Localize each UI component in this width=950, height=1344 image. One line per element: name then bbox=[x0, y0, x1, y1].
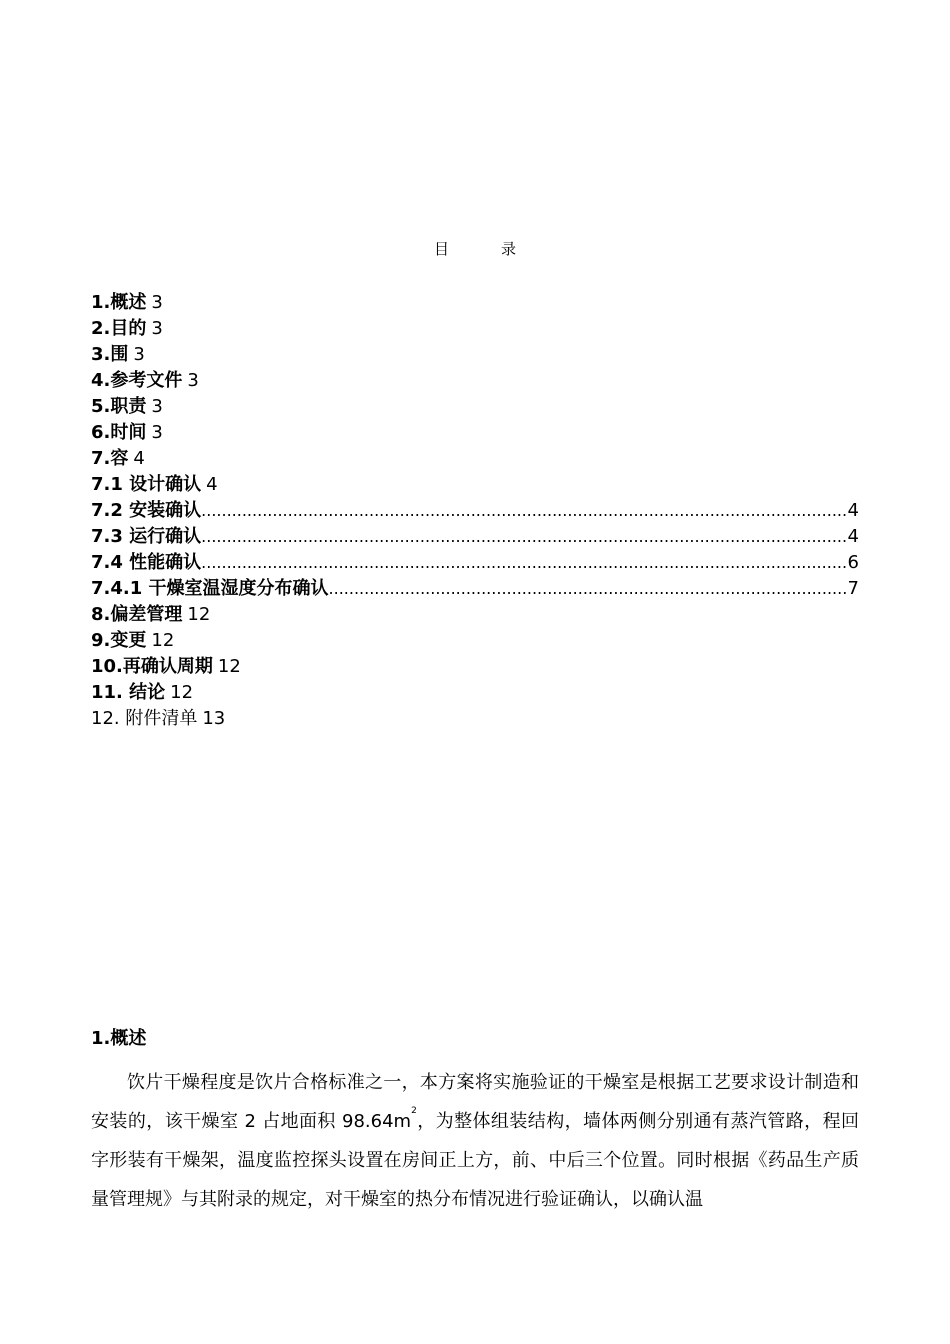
toc-leader-dots bbox=[201, 524, 847, 550]
toc-entry-label: 7.4 性能确认 bbox=[91, 552, 202, 573]
toc-entry[interactable] bbox=[91, 524, 859, 550]
toc-entry[interactable] bbox=[91, 394, 859, 420]
toc-entry[interactable] bbox=[91, 654, 859, 680]
toc-entry-label: 3.围 bbox=[91, 344, 129, 365]
toc-heading bbox=[0, 238, 950, 259]
toc-entry-label: 9.变更 bbox=[91, 630, 147, 651]
paragraph-text-part1: 饮片干燥程度是饮片合格标准之一，本方案将实施验证的干燥室是根据工艺要求设计制造和安装的，该干燥室 2 占地面积 98.64m bbox=[91, 1072, 859, 1132]
toc-entry[interactable] bbox=[91, 576, 859, 602]
toc-entry-page: 12 bbox=[187, 604, 211, 625]
toc-entry[interactable] bbox=[91, 628, 859, 654]
toc-entry-label: 7.1 设计确认 bbox=[91, 474, 202, 495]
toc-entry-label: 7.4.1 干燥室温湿度分布确认 bbox=[91, 578, 329, 599]
toc-entry-page: 6 bbox=[847, 552, 859, 573]
table-of-contents bbox=[91, 290, 859, 732]
toc-entry[interactable] bbox=[91, 420, 859, 446]
section-overview bbox=[91, 1026, 859, 1219]
paragraph-text-part2: ，为整体组装结构，墙体两侧分别通有蒸汽管路，程回字形装有干燥架，温度监控探头设置在房间正上方，前、中后三个位置。同时根据《药品生产质量管理规》与其附录的规定，对干燥室的热分布情况进行验证确认，以确认温 bbox=[91, 1111, 859, 1210]
toc-entry-label: 12. 附件清单 bbox=[91, 708, 198, 729]
toc-entry-page: 3 bbox=[151, 292, 163, 313]
toc-entry-page: 4 bbox=[133, 448, 145, 469]
toc-entry-label: 6.时间 bbox=[91, 422, 147, 443]
toc-heading-right: 录 bbox=[501, 240, 517, 258]
superscript: 2 bbox=[411, 1106, 417, 1116]
toc-entry-page: 4 bbox=[847, 526, 859, 547]
toc-entry[interactable] bbox=[91, 446, 859, 472]
toc-entry[interactable] bbox=[91, 472, 859, 498]
toc-entry-label: 5.职责 bbox=[91, 396, 147, 417]
toc-leader-dots bbox=[329, 576, 848, 602]
toc-entry-label: 7.容 bbox=[91, 448, 129, 469]
toc-entry[interactable] bbox=[91, 550, 859, 576]
toc-entry-page: 3 bbox=[187, 370, 199, 391]
toc-entry-page: 12 bbox=[170, 682, 194, 703]
toc-entry-page: 7 bbox=[847, 578, 859, 599]
toc-entry[interactable] bbox=[91, 706, 859, 732]
toc-entry-page: 3 bbox=[133, 344, 145, 365]
toc-entry-page: 13 bbox=[202, 708, 226, 729]
toc-entry[interactable] bbox=[91, 680, 859, 706]
toc-entry-label: 4.参考文件 bbox=[91, 370, 183, 391]
toc-entry-page: 3 bbox=[151, 422, 163, 443]
toc-entry-label: 10.再确认周期 bbox=[91, 656, 213, 677]
toc-entry[interactable] bbox=[91, 316, 859, 342]
toc-entry-label: 2.目的 bbox=[91, 318, 147, 339]
toc-entry-label: 11. 结论 bbox=[91, 682, 166, 703]
toc-entry-label: 8.偏差管理 bbox=[91, 604, 183, 625]
toc-leader-dots bbox=[201, 550, 847, 576]
toc-entry[interactable] bbox=[91, 290, 859, 316]
toc-entry[interactable] bbox=[91, 368, 859, 394]
toc-entry[interactable] bbox=[91, 342, 859, 368]
toc-heading-left: 目 bbox=[433, 240, 449, 258]
toc-entry-label: 7.2 安装确认 bbox=[91, 500, 202, 521]
toc-entry-label: 1.概述 bbox=[91, 292, 147, 313]
toc-entry-page: 12 bbox=[151, 630, 175, 651]
toc-entry-page: 4 bbox=[206, 474, 218, 495]
toc-entry-page: 12 bbox=[217, 656, 241, 677]
section-title: 1.概述 bbox=[91, 1028, 147, 1049]
toc-entry-label: 7.3 运行确认 bbox=[91, 526, 202, 547]
toc-leader-dots bbox=[201, 498, 847, 524]
toc-entry-page: 3 bbox=[151, 318, 163, 339]
section-paragraph bbox=[91, 1063, 859, 1219]
toc-entry-page: 4 bbox=[847, 500, 859, 521]
toc-entry[interactable] bbox=[91, 602, 859, 628]
toc-entry[interactable] bbox=[91, 498, 859, 524]
toc-entry-page: 3 bbox=[151, 396, 163, 417]
